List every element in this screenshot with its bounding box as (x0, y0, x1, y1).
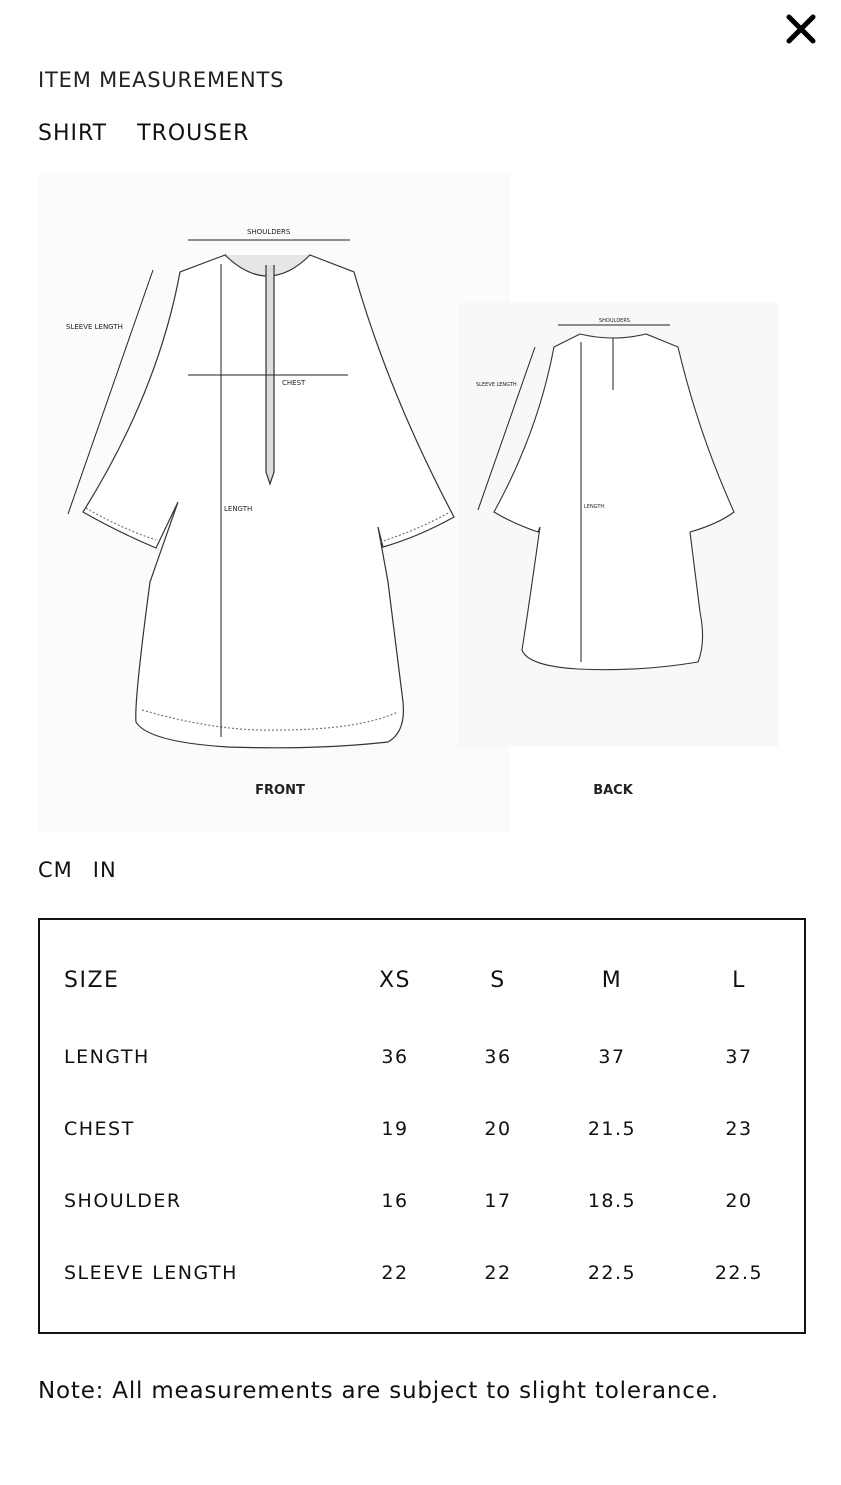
back-caption: BACK (593, 783, 633, 798)
tolerance-note: Note: All measurements are subject to slight tolerance. (38, 1378, 719, 1404)
category-tabs (38, 121, 249, 146)
cell-value: 23 (725, 1118, 753, 1140)
front-length-label: LENGTH (224, 505, 253, 513)
front-sleeve-length-label: SLEEVE LENGTH (66, 323, 123, 331)
measurement-diagram (38, 172, 778, 832)
cell-value: 21.5 (587, 1118, 637, 1140)
cell-value: 22.5 (587, 1262, 637, 1284)
cell-value: 36 (381, 1046, 409, 1068)
cell-value: 22 (484, 1262, 512, 1284)
row-label: CHEST (64, 1118, 135, 1140)
front-shoulders-label: SHOULDERS (247, 228, 291, 236)
table-header-row (40, 963, 804, 999)
header-size: SIZE (64, 968, 120, 993)
front-chest-label: CHEST (282, 379, 306, 387)
cell-value: 20 (725, 1190, 753, 1212)
cell-value: 17 (484, 1190, 512, 1212)
cell-value: 37 (725, 1046, 753, 1068)
close-icon[interactable] (784, 12, 818, 46)
header-xs: XS (378, 968, 412, 993)
tab-shirt[interactable]: SHIRT (38, 121, 108, 146)
size-chart-table (38, 918, 806, 1334)
row-label: SLEEVE LENGTH (64, 1262, 238, 1284)
cell-value: 19 (381, 1118, 409, 1140)
header-m: M (601, 968, 623, 993)
table-row (40, 1111, 804, 1147)
page-title: ITEM MEASUREMENTS (38, 68, 285, 92)
cell-value: 37 (598, 1046, 626, 1068)
back-sleeve-length-label: SLEEVE LENGTH (476, 382, 517, 388)
cell-value: 22.5 (714, 1262, 764, 1284)
cell-value: 20 (484, 1118, 512, 1140)
cell-value: 36 (484, 1046, 512, 1068)
tab-trouser[interactable]: TROUSER (137, 121, 250, 146)
table-row (40, 1255, 804, 1291)
cell-value: 18.5 (587, 1190, 637, 1212)
row-label: LENGTH (64, 1046, 150, 1068)
unit-in-button[interactable]: IN (92, 858, 117, 882)
header-s: S (490, 968, 506, 993)
cell-value: 16 (381, 1190, 409, 1212)
table-row (40, 1183, 804, 1219)
front-caption: FRONT (255, 783, 305, 798)
back-length-label: LENGTH (584, 504, 605, 510)
row-label: SHOULDER (64, 1190, 182, 1212)
unit-cm-button[interactable]: CM (38, 858, 73, 882)
table-row (40, 1039, 804, 1075)
cell-value: 22 (381, 1262, 409, 1284)
back-shoulders-label: SHOULDERS (599, 318, 630, 324)
header-l: L (732, 968, 746, 993)
unit-toggle (38, 858, 117, 882)
